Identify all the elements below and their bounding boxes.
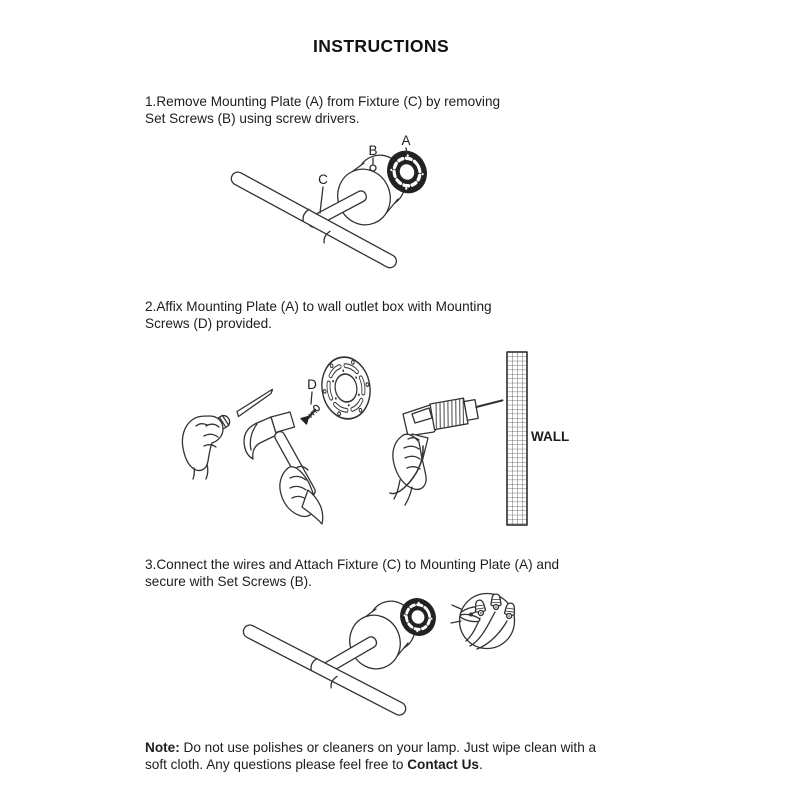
step-3-line-2: secure with Set Screws (B). (145, 573, 312, 589)
set-screw-hole (370, 165, 376, 171)
care-note (145, 739, 613, 773)
note-body: Do not use polishes or cleaners on your lamp. Just wipe clean with a soft cloth. Any questions please feel free to (145, 740, 597, 772)
label-wall: WALL (531, 429, 570, 444)
step-1-text (145, 94, 500, 127)
contact-us-text: Contact Us (407, 757, 479, 772)
screwdriver-icon (237, 390, 273, 417)
mounting-plate-front-view (318, 354, 375, 423)
label-mounting-screw-d: D (307, 377, 317, 392)
note-label: Note: (145, 740, 180, 755)
diagram-step-3 (230, 585, 530, 730)
step-1-line-2: Set Screws (B) using screw drivers. (145, 110, 360, 126)
hand-with-drill-illustration (390, 391, 505, 505)
diagram-step-1 (220, 128, 450, 288)
wire-connection-inset (451, 594, 516, 650)
hand-with-hammer-illustration (244, 412, 323, 524)
step-2-line-1: 2.Affix Mounting Plate (A) to wall outlet box with Mounting (145, 299, 492, 314)
note-period: . (479, 757, 483, 772)
step-1-line-1: 1.Remove Mounting Plate (A) from Fixture (C) by removing (145, 94, 501, 109)
wall (507, 352, 569, 525)
mounting-screw-callout (301, 377, 320, 424)
label-set-screw-b: B (368, 143, 378, 158)
step-2-line-2: Screws (D) provided. (145, 315, 272, 331)
diagram-step-2 (150, 340, 570, 540)
label-fixture-c: C (318, 172, 328, 187)
screw-icon (301, 404, 320, 424)
step-2-text (145, 299, 492, 332)
page-title: INSTRUCTIONS (312, 36, 450, 56)
label-mounting-plate-a: A (401, 133, 411, 148)
step-3-line-1: 3.Connect the wires and Attach Fixture (C) to Mounting Plate (A) and (145, 557, 560, 572)
